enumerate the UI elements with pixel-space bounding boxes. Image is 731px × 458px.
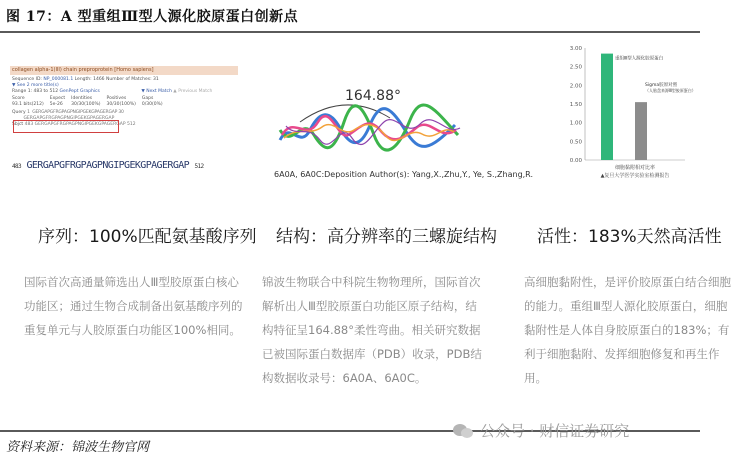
th-identities: Identities	[71, 96, 93, 101]
y-tick-label: 2.50	[569, 64, 582, 71]
chart-footnote: ▲复旦大学医学实验室检测报告	[600, 173, 670, 179]
td-positives: 30/30(100%)	[106, 102, 136, 107]
sequence-meta	[12, 77, 212, 95]
query-label: Query	[12, 110, 26, 115]
th-expect: Expect	[49, 96, 66, 101]
bar	[635, 102, 647, 160]
y-tick-label: 0.50	[569, 139, 582, 146]
highlighted-sequence	[12, 160, 204, 171]
paragraph-line: 高细胞黏附性，是评价胶原蛋白结合细胞	[524, 275, 731, 289]
y-tick-label: 1.50	[569, 102, 582, 108]
genpept-link[interactable]: GenPept	[59, 89, 79, 94]
paragraph-line: 的能力。重组Ⅲ型人源化胶原蛋白，细胞	[524, 299, 728, 313]
adhesion-bar-chart	[555, 40, 695, 190]
prev-match-link[interactable]: ▲ Previous Match	[173, 89, 213, 94]
seq-id-label: Sequence ID:	[12, 77, 42, 82]
seq-meta-text: Length: 1466 Number of Matches: 31	[74, 77, 159, 82]
ncbi-header: collagen alpha-1(III) chain preproprotein [Homo sapiens]	[10, 66, 238, 75]
paragraph-line: 锦波生物联合中科院生物物理所，国际首次	[262, 275, 481, 289]
structure-caption: 6A0A, 6A0C:Deposition Author(s): Yang,X.,Zhu,Y., Ye, S.,Zhang,R.	[274, 170, 533, 179]
td-gaps: 0/30(0%)	[141, 102, 163, 107]
column-heading-activity: 活性：183%天然高活性	[537, 227, 722, 247]
th-score: Score	[12, 96, 25, 101]
paragraph-line: 黏附性是人体自身胶原蛋白的183%；有	[524, 323, 730, 337]
wechat-icon	[452, 423, 474, 439]
next-match-link[interactable]: ▼ Next Match	[141, 89, 172, 94]
x-axis-caption: 细胞黏附相对比率	[614, 165, 656, 171]
graphics-link[interactable]: Graphics	[80, 89, 100, 94]
y-tick-label: 2.00	[569, 83, 582, 90]
bar-label: Sigma胶原对照	[645, 83, 678, 89]
see-more-link[interactable]: ▼ See 2 more title(s)	[12, 83, 59, 88]
paragraph-line: 国际首次高通量筛选出人Ⅲ型胶原蛋白核心	[24, 275, 239, 289]
y-tick-label: 3.00	[569, 46, 582, 52]
paragraph-line: 构数据收录号：6A0A、6A0C。	[262, 371, 427, 385]
bend-angle-label: 164.88°	[345, 88, 401, 104]
td-score: 93.1 bits(212)	[12, 102, 44, 107]
top-rule	[0, 31, 700, 33]
paragraph-line: 用。	[524, 371, 547, 385]
paragraph-line: 利于细胞黏附、发挥细胞修复和再生作	[524, 347, 720, 361]
source-note: 资料来源：锦波生物官网	[6, 440, 150, 455]
paragraph-line: 重复单元与人胶原蛋白功能区100%相同。	[24, 323, 241, 337]
td-expect: 5e-26	[49, 102, 63, 107]
table-row	[12, 102, 169, 108]
paragraph-sequence	[24, 270, 243, 342]
query-sbjct-lines: Query 1 GERGAPGFRGPAGPNGIPGEKGPAGERGAP 30 GERGAPGFRGPAGPNGIPGEKGPAGERGAP Sbjct 483 GERGAPGFRGPAGPNGIPGEKGPAGERGAP 512	[12, 110, 136, 127]
td-identities: 30/30(100%)	[71, 102, 101, 107]
bar	[601, 54, 613, 160]
paragraph-line: 功能区；通过生物合成制备出氨基酸序列的	[24, 299, 243, 313]
watermark	[452, 420, 629, 441]
bar-label: 重组Ⅲ型人源化胶原蛋白	[615, 56, 664, 62]
th-positives: Positives	[106, 96, 127, 101]
sequence-text: GERGAPGFRGPAGPNGIPGEKGPAGERGAP	[26, 160, 190, 171]
sbjct-label: Sbjct	[12, 122, 24, 127]
highlight-box	[13, 120, 119, 133]
range-label: Range 1: 483 to 512	[12, 89, 59, 94]
paragraph-activity	[524, 270, 731, 390]
paragraph-line: 构特征呈164.88°柔性弯曲。相关研究数据	[262, 323, 481, 337]
sequence-alignment-image	[10, 66, 238, 178]
bar-label: （人胎盘来源Ⅲ型胶原蛋白）	[645, 88, 696, 94]
y-tick-label: 1.00	[569, 120, 582, 127]
figure-title: 图 17：A 型重组Ⅲ型人源化胶原蛋白创新点	[6, 9, 299, 25]
th-gaps: Gaps	[141, 96, 154, 101]
sequence-start: 483	[12, 163, 22, 170]
column-heading-structure: 结构：高分辨率的三螺旋结构	[276, 227, 497, 247]
paragraph-structure	[262, 270, 482, 390]
watermark-text: 公众号 · 财信证券研究	[480, 422, 630, 440]
column-heading-sequence: 序列：100%匹配氨基酸序列	[38, 227, 257, 247]
seq-id-link[interactable]: NP_000081.1	[43, 77, 74, 82]
y-tick-label: 0.00	[569, 158, 582, 164]
paragraph-line: 解析出人Ⅲ型胶原蛋白功能区原子结构，结	[262, 299, 477, 313]
alignment-stats-table	[12, 96, 169, 108]
paragraph-line: 已被国际蛋白数据库（PDB）收录，PDB结	[262, 347, 482, 361]
sequence-end: 512	[194, 163, 204, 170]
